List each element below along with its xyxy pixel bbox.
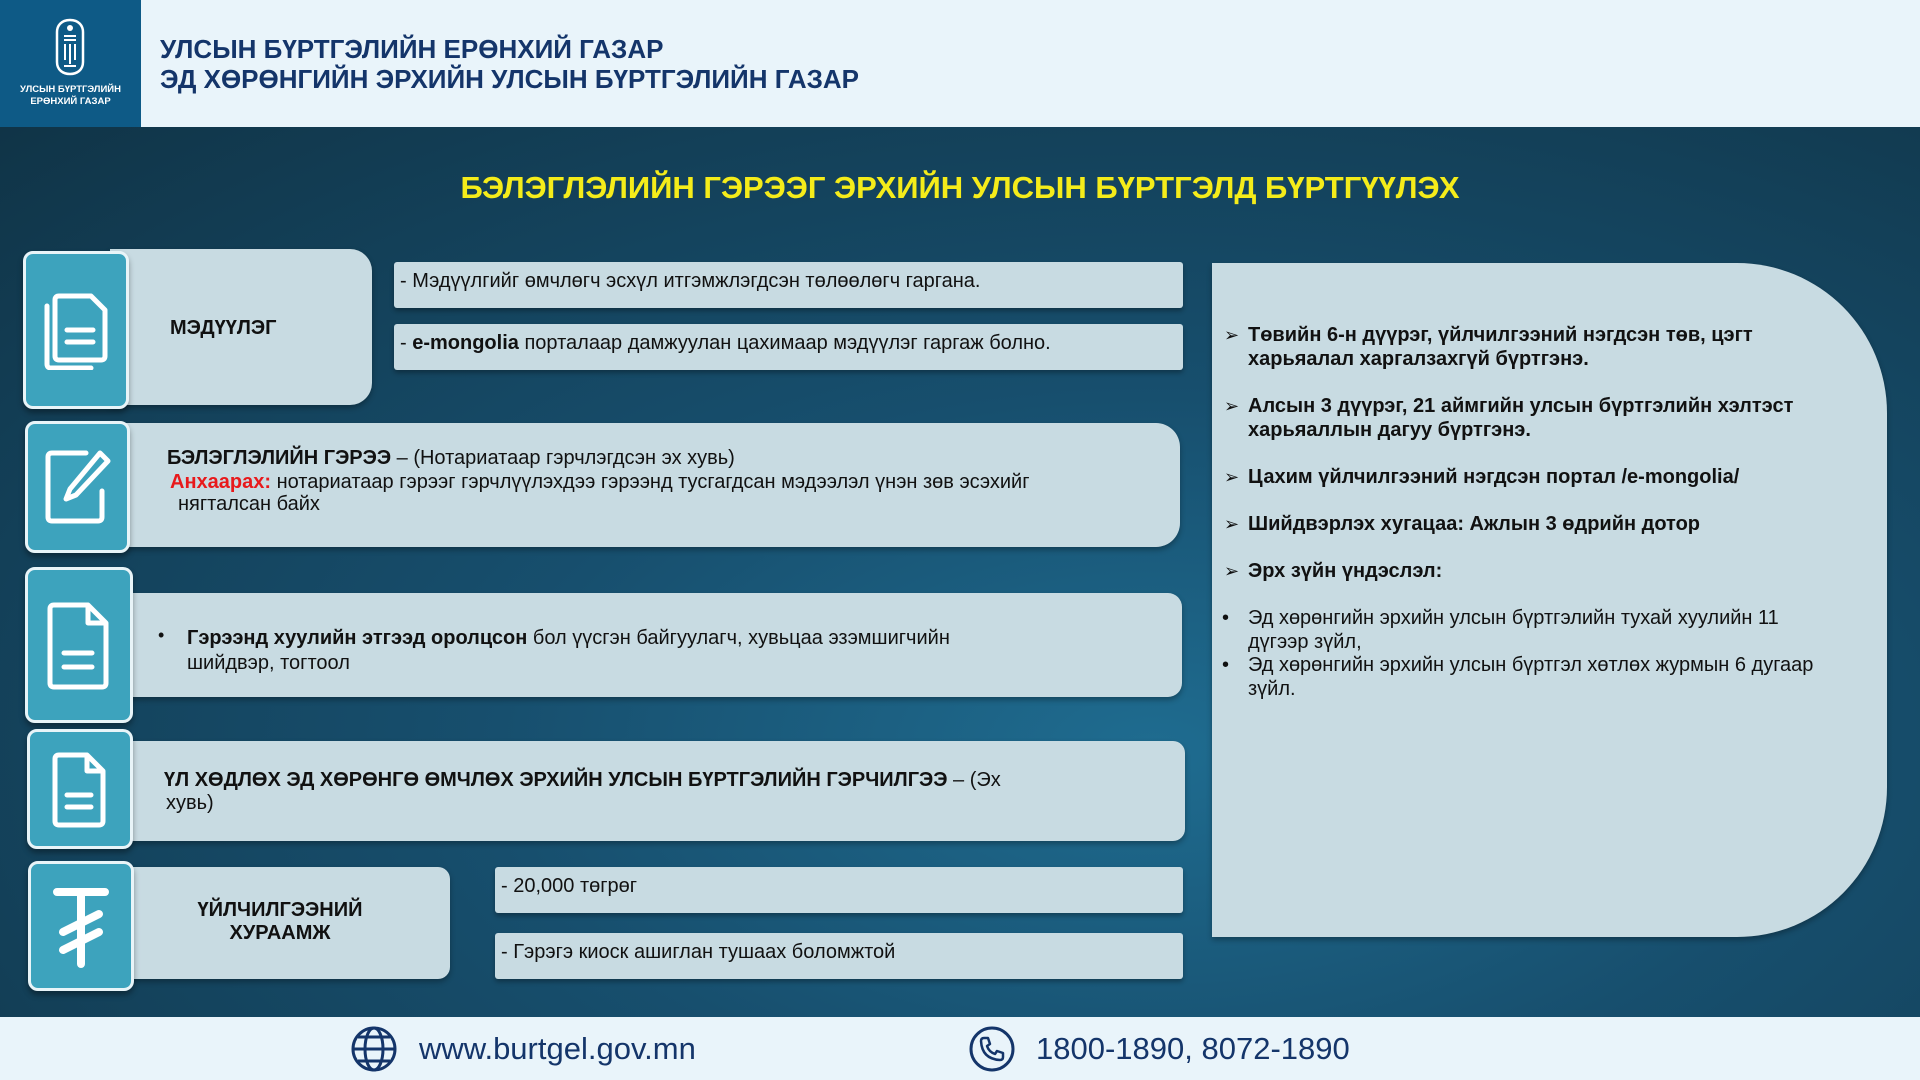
bullet-dot: • <box>1222 654 1230 676</box>
certificate-note-cont: хувь) <box>166 792 214 814</box>
warning-text-cont: нягталсан байх <box>178 493 320 515</box>
certificate-note: – (Эх <box>947 769 1001 791</box>
e-mongolia-link-text: e-mongolia <box>412 332 519 354</box>
logo <box>0 0 141 127</box>
notice-line-2-prefix: - <box>400 332 413 354</box>
info-item <box>1224 512 1864 536</box>
globe-icon <box>350 1025 398 1073</box>
info-item <box>1224 559 1864 583</box>
legal-basis-text: Эд хөрөнгийн эрхийн улсын бүртгэл хөтлөх журмын 6 дугаар <box>1248 654 1814 676</box>
warning-text: нотариатаар гэрээг гэрчлүүлэхдээ гэрээнд тусгагдсан мэдээлэл үнэн зөв эсэхийг <box>271 471 1030 493</box>
fee-card <box>120 867 450 979</box>
info-panel <box>1212 263 1887 937</box>
arrow-bullet-icon: ➢ <box>1224 325 1240 345</box>
notice-line-1 <box>394 262 1183 308</box>
info-item-text: Төвийн 6-н дүүрэг, үйлчилгээний нэгдсэн төв, цэгт <box>1248 324 1753 346</box>
fee-kiosk-text: - Гэрэгэ киоск ашиглан тушаах боломжтой <box>501 941 896 963</box>
header <box>0 0 1920 127</box>
tugrik-icon <box>51 884 111 968</box>
legal-entity-bullet: • <box>158 625 165 645</box>
info-item-text-cont: харьяалал харгалзахгүй бүртгэнэ. <box>1248 348 1589 370</box>
logo-text-line1: УЛСЫН БҮРТГЭЛИЙН <box>20 84 121 95</box>
contract-card <box>110 423 1180 547</box>
legal-entity-text-cont: шийдвэр, тогтоол <box>187 652 350 674</box>
legal-basis-text: Эд хөрөнгийн эрхийн улсын бүртгэлийн тухай хуулийн 11 <box>1248 607 1779 629</box>
arrow-bullet-icon: ➢ <box>1224 467 1240 487</box>
website-link[interactable]: www.burtgel.gov.mn <box>419 1031 696 1066</box>
fee-amount <box>495 867 1183 913</box>
notice-line-2-rest: порталаар дамжуулан цахимаар мэдүүлэг гаргаж болно. <box>518 332 1051 354</box>
document-icon <box>44 599 114 691</box>
certificate-icon-box <box>27 729 133 849</box>
arrow-bullet-icon: ➢ <box>1224 396 1240 416</box>
edit-document-icon <box>42 447 114 527</box>
header-title-secondary: ЭД ХӨРӨНГИЙН ЭРХИЙН УЛСЫН БҮРТГЭЛИЙН ГАЗАР <box>160 64 860 94</box>
contract-title: БЭЛЭГЛЭЛИЙН ГЭРЭЭ <box>167 447 392 469</box>
phone-numbers: 1800-1890, 8072-1890 <box>1036 1031 1350 1066</box>
footer <box>0 1017 1920 1080</box>
notice-card <box>110 249 372 405</box>
emblem-icon <box>53 18 87 76</box>
documents-icon <box>39 290 113 370</box>
legal-basis-item <box>1222 653 1872 701</box>
fee-label-line1: ҮЙЛЧИЛГЭЭНИЙ <box>197 899 363 921</box>
certificate-icon <box>49 749 111 829</box>
arrow-bullet-icon: ➢ <box>1224 514 1240 534</box>
logo-text-line2: ЕРӨНХИЙ ГАЗАР <box>30 96 111 107</box>
legal-basis-text-cont: дүгээр зүйл, <box>1248 631 1362 653</box>
info-item-text: Шийдвэрлэх хугацаа: Ажлын 3 өдрийн дотор <box>1248 513 1701 535</box>
notice-icon-box <box>23 251 129 409</box>
page-title: БЭЛЭГЛЭЛИЙН ГЭРЭЭГ ЭРХИЙН УЛСЫН БҮРТГЭЛД БҮРТГҮҮЛЭХ <box>460 170 1460 205</box>
fee-label-line2: ХУРААМЖ <box>229 922 331 944</box>
certificate-title: ҮЛ ХӨДЛӨХ ЭД ХӨРӨНГӨ ӨМЧЛӨХ ЭРХИЙН УЛСЫН БҮРТГЭЛИЙН ГЭРЧИЛГЭЭ <box>164 769 948 791</box>
legal-entity-text: бол үүсгэн байгуулагч, хувьцаа эзэмшигчийн <box>527 627 950 649</box>
notice-label: МЭДҮҮЛЭГ <box>170 317 277 339</box>
legal-entity-bold: Гэрээнд хуулийн этгээд оролцсон <box>187 627 528 649</box>
legal-basis-item <box>1222 606 1872 654</box>
bullet-dot: • <box>1222 607 1230 629</box>
info-item-text: Эрх зүйн үндэслэл: <box>1248 560 1443 582</box>
info-item-text: Цахим үйлчилгээний нэгдсэн портал /e-mongolia/ <box>1248 466 1740 488</box>
info-item <box>1224 394 1864 442</box>
fee-kiosk <box>495 933 1183 979</box>
legal-basis-text-cont: зүйл. <box>1248 678 1296 700</box>
legal-entity-card <box>120 593 1182 697</box>
header-title-primary: УЛСЫН БҮРТГЭЛИЙН ЕРӨНХИЙ ГАЗАР <box>160 34 664 64</box>
main-panel <box>0 127 1920 1017</box>
fee-icon-box <box>28 861 134 991</box>
contract-icon-box <box>25 421 130 553</box>
certificate-card <box>120 741 1185 841</box>
warning-label: Анхаарах: <box>170 471 272 493</box>
notice-line-1-text: - Мэдүүлгийг өмчлөгч эсхүл итгэмжлэгдсэн төлөөлөгч гаргана. <box>400 270 981 292</box>
info-item-text-cont: харьяаллын дагуу бүртгэнэ. <box>1248 419 1531 441</box>
arrow-bullet-icon: ➢ <box>1224 561 1240 581</box>
legal-entity-icon-box <box>25 567 133 723</box>
phone-icon <box>968 1025 1016 1073</box>
notice-line-2 <box>394 324 1183 370</box>
contract-title-note: – (Нотариатаар гэрчлэгдсэн эх хувь) <box>391 447 735 469</box>
info-item-text: Алсын 3 дүүрэг, 21 аймгийн улсын бүртгэлийн хэлтэст <box>1248 395 1794 417</box>
info-item <box>1224 465 1864 489</box>
info-item <box>1224 323 1864 371</box>
fee-amount-text: - 20,000 төгрөг <box>501 875 638 897</box>
